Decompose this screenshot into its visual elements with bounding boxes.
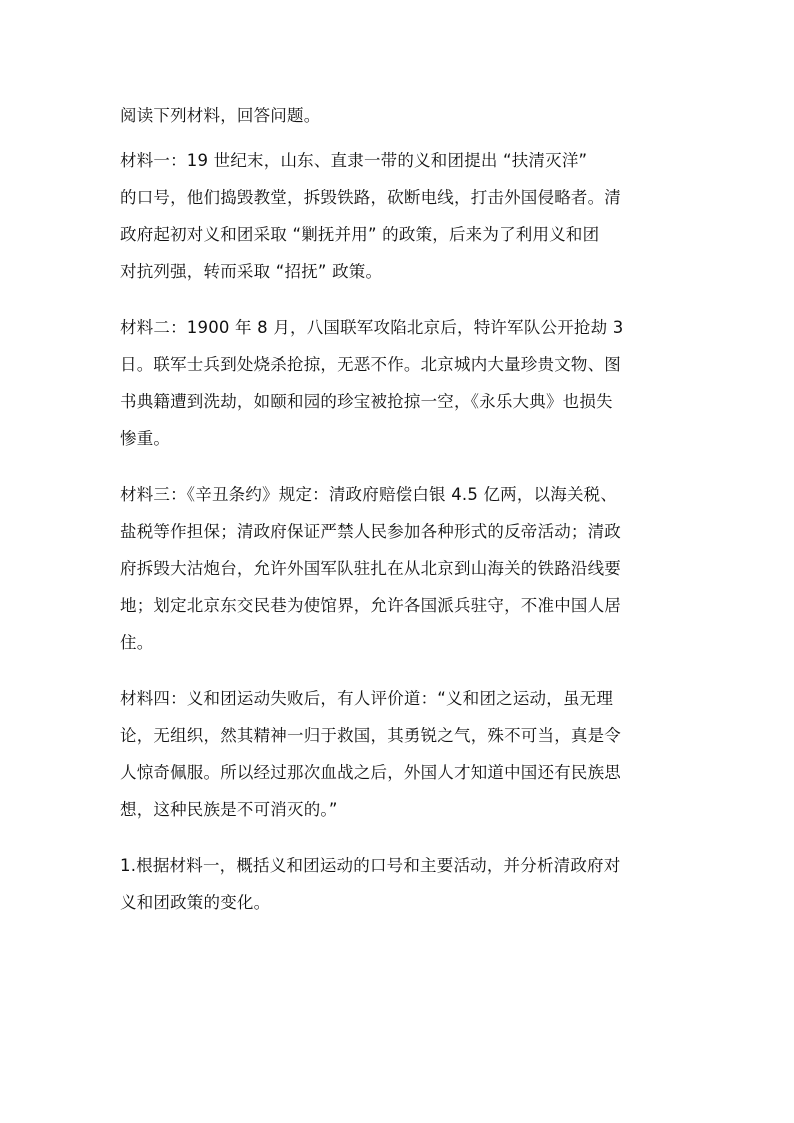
material-3-line-4: 地；划定北京东交民巷为使馆界，允许各国派兵驻守，不准中国人居 bbox=[120, 596, 621, 615]
material-4-line-4: 想，这种民族是不可消灭的。” bbox=[120, 800, 338, 819]
material-2-line-2: 日。联军士兵到处烧杀抢掠，无恶不作。北京城内大量珍贵文物、图 bbox=[120, 355, 621, 374]
question-1-line-1: 1.根据材料一，概括义和团运动的口号和主要活动，并分析清政府对 bbox=[120, 856, 621, 875]
material-1-line-2: 的口号，他们捣毁教堂，拆毁铁路，砍断电线，打击外国侵略者。清 bbox=[120, 188, 621, 207]
material-4-line-1: 材料四：义和团运动失败后，有人评价道：“义和团之运动，虽无理 bbox=[120, 689, 614, 708]
material-4-line-3: 人惊奇佩服。所以经过那次血战之后，外国人才知道中国还有民族思 bbox=[120, 763, 621, 782]
material-3-line-2: 盐税等作担保；清政府保证严禁人民参加各种形式的反帝活动；清政 bbox=[120, 522, 621, 541]
material-1-line-1: 材料一：19 世纪末，山东、直隶一带的义和团提出 “扶清灭洋” bbox=[120, 151, 588, 170]
material-3-line-1: 材料三：《辛丑条约》规定：清政府赔偿白银 4.5 亿两，以海关税、 bbox=[120, 485, 618, 504]
material-1-line-3: 政府起初对义和团采取 “剿抚并用” 的政策，后来为了利用义和团 bbox=[120, 225, 600, 244]
material-2-line-1: 材料二：1900 年 8 月，八国联军攻陷北京后，特许军队公开抢劫 3 bbox=[120, 318, 624, 337]
intro-instruction: 阅读下列材料，回答问题。 bbox=[120, 106, 321, 125]
material-4-line-2: 论，无组织，然其精神一归于救国，其勇锐之气，殊不可当，真是令 bbox=[120, 726, 621, 745]
question-1-line-2: 义和团政策的变化。 bbox=[120, 893, 271, 912]
material-3-line-5: 住。 bbox=[120, 633, 154, 652]
material-3-line-3: 府拆毁大沽炮台，允许外国军队驻扎在从北京到山海关的铁路沿线要 bbox=[120, 559, 621, 578]
material-2-line-3: 书典籍遭到洗劫，如颐和园的珍宝被抢掠一空，《永乐大典》也损失 bbox=[120, 392, 613, 411]
material-2-line-4: 惨重。 bbox=[120, 429, 171, 448]
material-1-line-4: 对抗列强，转而采取 “招抚” 政策。 bbox=[120, 262, 383, 281]
